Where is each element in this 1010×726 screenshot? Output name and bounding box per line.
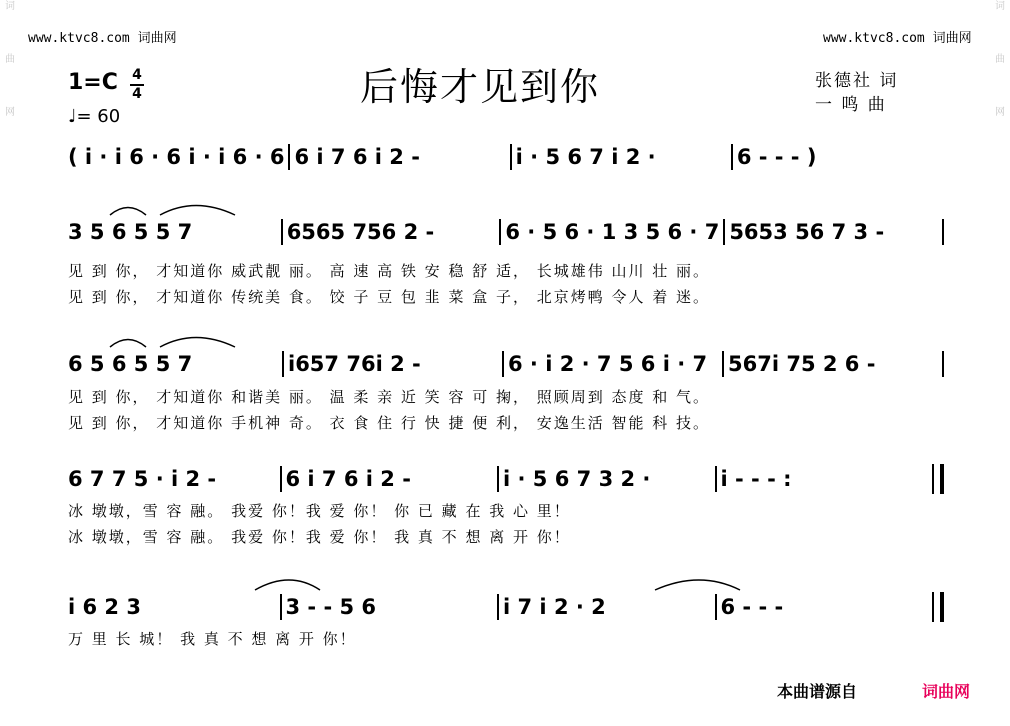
lyric-line-7: 万 里 长 城！ 我 真 不 想 离 开 你！ bbox=[68, 630, 357, 648]
composer-credit: 一 鸣 曲 bbox=[815, 95, 887, 115]
score-row-4 bbox=[68, 465, 948, 493]
score-row-3 bbox=[68, 350, 948, 378]
slur bbox=[160, 338, 235, 348]
time-signature: 4 4 bbox=[130, 68, 144, 102]
lyric-line-5: 冰 墩墩，雪 容 融。 我爱 你！我 爱 你！ 你 已 藏 在 我 心 里！ bbox=[68, 502, 571, 520]
site-url-right[interactable]: www.ktvc8.com 词曲网 bbox=[823, 31, 972, 46]
measure: 6 i 7 6 i 2 - bbox=[294, 145, 420, 169]
lyric-line-2: 见 到 你， 才知道你 传统美 食。 饺 子 豆 包 韭 菜 盒 子， 北京烤鸭 令人 着 迷。 bbox=[68, 288, 711, 306]
measure: i 6 2 3 bbox=[68, 595, 141, 619]
lyric-line-4: 见 到 你， 才知道你 手机神 奇。 衣 食 住 行 快 捷 便 利， 安逸生活 智能 科 技。 bbox=[68, 414, 711, 432]
key-signature: 1=C bbox=[68, 70, 118, 95]
measure: 3 5 6 5 5 7 bbox=[68, 220, 193, 244]
source-site-link[interactable]: 词曲网 bbox=[922, 682, 971, 701]
measure: 5653 56 7 3 - bbox=[729, 220, 885, 244]
score-row-1 bbox=[68, 143, 948, 171]
slur bbox=[160, 206, 235, 216]
site-url-left[interactable]: www.ktvc8.com 词曲网 bbox=[28, 31, 177, 46]
score-row-5 bbox=[68, 593, 948, 621]
measure: ( i · i 6 · 6 i · i 6 · 6 bbox=[68, 145, 285, 169]
measure: 6 - - - ) bbox=[736, 145, 817, 169]
measure: i 7 i 2 · 2 bbox=[503, 595, 606, 619]
measure: 6 i 7 6 i 2 - bbox=[285, 467, 411, 491]
lyric-line-3: 见 到 你， 才知道你 和谐美 丽。 温 柔 亲 近 笑 容 可 掬， 照顾周到 态度 和 气。 bbox=[68, 388, 711, 406]
watermark-right: 词 曲 网 bbox=[995, 1, 1005, 118]
measure: i - - - : bbox=[720, 467, 792, 491]
watermark-left: 词 曲 网 bbox=[5, 1, 15, 118]
measure: i657 76i 2 - bbox=[288, 352, 421, 376]
measure: i · 5 6 7 i 2 · bbox=[515, 145, 656, 169]
measure: 6 · i 2 · 7 5 6 i · 7 bbox=[508, 352, 708, 376]
slur bbox=[255, 580, 320, 590]
measure: 6565 756 2 - bbox=[286, 220, 435, 244]
lyric-line-6: 冰 墩墩，雪 容 融。 我爱 你！我 爱 你！ 我 真 不 想 离 开 你！ bbox=[68, 528, 571, 546]
slur bbox=[110, 208, 146, 216]
measure: 567i 75 2 6 - bbox=[728, 352, 876, 376]
measure: 6 · 5 6 · 1 3 5 6 · 7 bbox=[505, 220, 720, 244]
song-title: 后悔才见到你 bbox=[360, 65, 601, 109]
lyricist-credit: 张德社 词 bbox=[815, 71, 899, 91]
source-label: 本曲谱源自 bbox=[777, 682, 858, 701]
measure: i · 5 6 7 3 2 · bbox=[503, 467, 651, 491]
slur bbox=[110, 340, 146, 348]
score-row-2 bbox=[68, 218, 948, 246]
tempo-marking: ♩= 60 bbox=[68, 106, 121, 127]
slur bbox=[655, 580, 740, 590]
measure: 3 - - 5 6 bbox=[285, 595, 377, 619]
lyric-line-1: 见 到 你， 才知道你 威武靓 丽。 高 速 高 铁 安 稳 舒 适， 长城雄伟 山川 壮 丽。 bbox=[68, 262, 711, 280]
measure: 6 5 6 5 5 7 bbox=[68, 352, 193, 376]
measure: 6 7 7 5 · i 2 - bbox=[68, 467, 217, 491]
measure: 6 - - - bbox=[720, 595, 784, 619]
